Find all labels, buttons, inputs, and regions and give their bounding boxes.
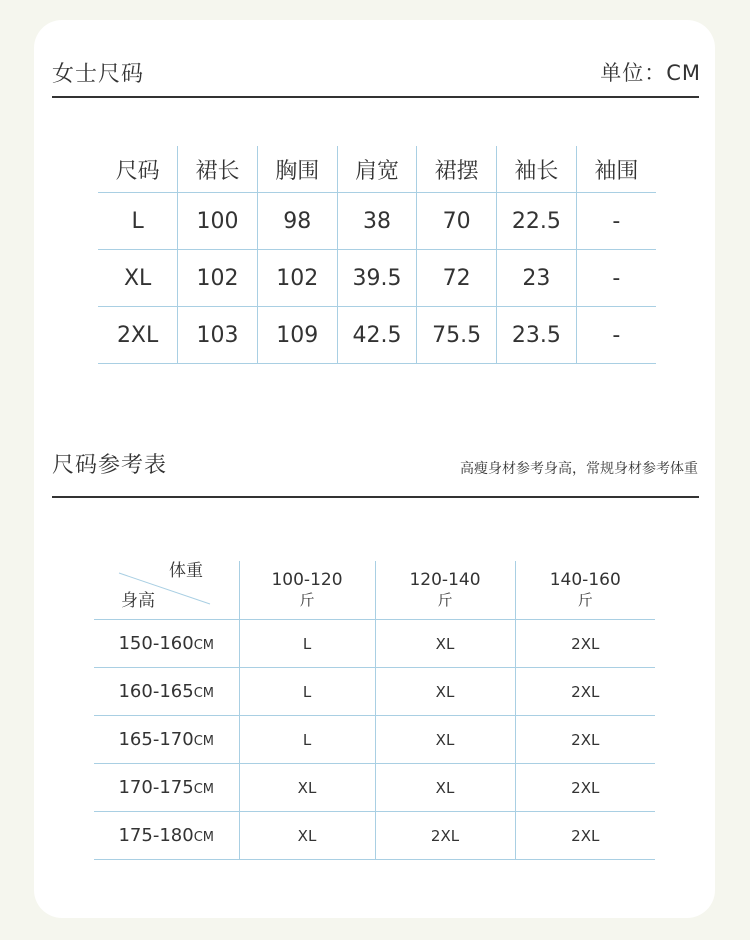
header-sleeve-length: 袖长 <box>497 146 577 193</box>
table-cell: 103 <box>178 307 258 364</box>
table-cell: 38 <box>337 193 417 250</box>
table-cell: 109 <box>257 307 337 364</box>
corner-height-label: 身高 <box>121 591 155 611</box>
table-cell: L <box>239 620 375 668</box>
weight-unit: 斤 <box>577 591 593 609</box>
table-cell: L <box>98 193 178 250</box>
header-sleeve-circumference: 袖围 <box>576 146 656 193</box>
table-cell: XL <box>375 620 515 668</box>
table-cell: 102 <box>178 250 258 307</box>
table-cell: 2XL <box>515 812 655 860</box>
weight-column-header <box>375 561 515 620</box>
table-row <box>98 307 656 364</box>
table-cell: 2XL <box>515 716 655 764</box>
table-cell: 75.5 <box>417 307 497 364</box>
reference-table <box>94 561 655 860</box>
height-unit: CM <box>193 638 214 653</box>
table-cell: 2XL <box>515 620 655 668</box>
table-row <box>94 812 655 860</box>
weight-unit: 斤 <box>299 591 315 609</box>
height-range: 160-165 <box>118 681 194 702</box>
table-cell: - <box>576 193 656 250</box>
table-cell: 2XL <box>375 812 515 860</box>
height-range: 165-170 <box>118 729 194 750</box>
size-section-title: 女士尺码 <box>52 62 145 87</box>
diagonal-line <box>94 561 239 619</box>
header-shoulder: 肩宽 <box>337 146 417 193</box>
unit-label: 单位：CM <box>600 61 701 85</box>
height-range-cell <box>94 812 239 860</box>
height-unit: CM <box>193 734 214 749</box>
table-cell: L <box>239 668 375 716</box>
table-cell: 100 <box>178 193 258 250</box>
header-skirt-length: 裙长 <box>178 146 258 193</box>
table-cell: 70 <box>417 193 497 250</box>
height-unit: CM <box>193 782 214 797</box>
size-table <box>98 146 656 364</box>
reference-note: 高瘦身材参考身高，常规身材参考体重 <box>460 461 698 477</box>
table-cell: 22.5 <box>497 193 577 250</box>
corner-weight-label: 体重 <box>169 561 203 581</box>
reference-header-row <box>94 561 655 620</box>
table-row <box>98 250 656 307</box>
table-cell: XL <box>239 764 375 812</box>
table-cell: 102 <box>257 250 337 307</box>
table-row <box>94 716 655 764</box>
height-range: 170-175 <box>118 777 194 798</box>
reference-section-divider <box>52 496 699 498</box>
table-cell: - <box>576 250 656 307</box>
table-cell: 2XL <box>98 307 178 364</box>
table-cell: 2XL <box>515 668 655 716</box>
table-row <box>94 620 655 668</box>
table-cell: 23 <box>497 250 577 307</box>
weight-range: 140-160 <box>549 570 621 590</box>
reference-section-title: 尺码参考表 <box>52 453 168 478</box>
header-hem: 裙摆 <box>417 146 497 193</box>
table-cell: 98 <box>257 193 337 250</box>
height-unit: CM <box>193 686 214 701</box>
height-range: 150-160 <box>118 633 194 654</box>
weight-column-header <box>515 561 655 620</box>
table-cell: XL <box>239 812 375 860</box>
table-cell: 23.5 <box>497 307 577 364</box>
height-range-cell <box>94 764 239 812</box>
diagonal-corner-cell <box>94 561 239 620</box>
table-row <box>94 668 655 716</box>
header-bust: 胸围 <box>257 146 337 193</box>
table-cell: XL <box>375 668 515 716</box>
weight-range: 120-140 <box>409 570 481 590</box>
table-cell: XL <box>375 764 515 812</box>
table-cell: - <box>576 307 656 364</box>
height-range-cell <box>94 716 239 764</box>
table-cell: 72 <box>417 250 497 307</box>
table-cell: XL <box>98 250 178 307</box>
height-range-cell <box>94 620 239 668</box>
size-table-header-row <box>98 146 656 193</box>
table-row <box>94 764 655 812</box>
weight-range: 100-120 <box>271 570 343 590</box>
table-row <box>98 193 656 250</box>
header-size: 尺码 <box>98 146 178 193</box>
size-section-divider <box>52 96 699 98</box>
weight-column-header <box>239 561 375 620</box>
height-range: 175-180 <box>118 825 194 846</box>
height-unit: CM <box>193 830 214 845</box>
table-cell: L <box>239 716 375 764</box>
table-cell: 39.5 <box>337 250 417 307</box>
table-cell: XL <box>375 716 515 764</box>
table-cell: 2XL <box>515 764 655 812</box>
weight-unit: 斤 <box>437 591 453 609</box>
height-range-cell <box>94 668 239 716</box>
table-cell: 42.5 <box>337 307 417 364</box>
